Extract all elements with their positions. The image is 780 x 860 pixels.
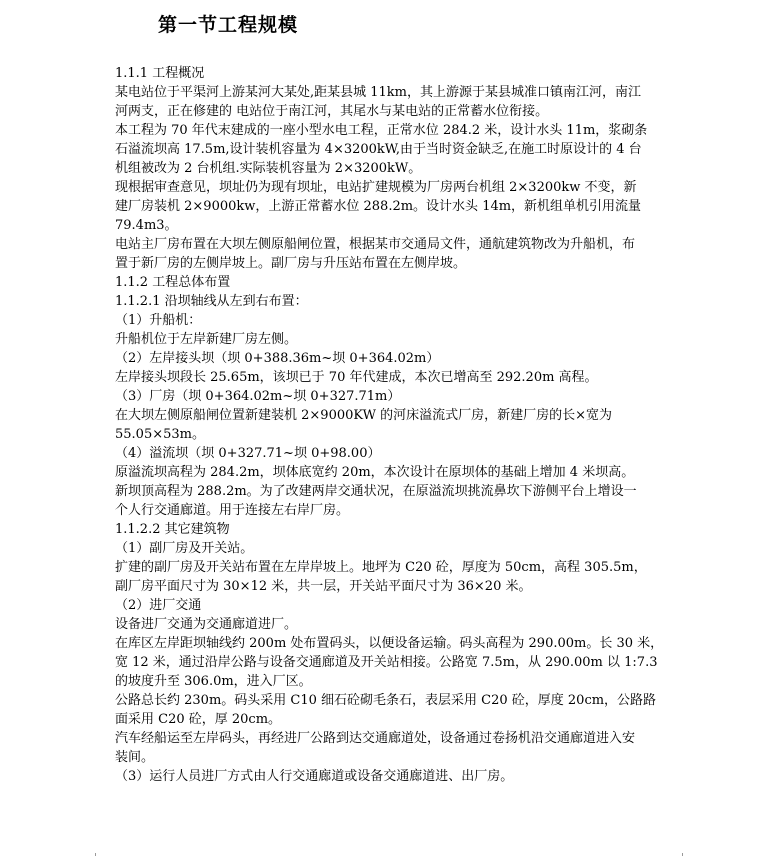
heading-1-1-2: 1.1.2 工程总体布置	[115, 275, 231, 290]
paragraph-line: 左岸接头坝段长 25.65m，该坝已于 70 年代建成，本次已增高至 292.20m 高程。	[115, 370, 598, 385]
list-item-heading: （3）厂房（坝 0+364.02m~坝 0+327.71m）	[115, 389, 401, 404]
crop-mark	[95, 853, 96, 856]
paragraph-line: 石溢流坝高 17.5m,设计装机容量为 4×3200kW,由于当时资金缺乏,在施工时原设计的 4 台	[115, 142, 642, 157]
paragraph-line: 置于新厂房的左侧岸坡上。副厂房与升压站布置在左侧岸坡。	[115, 256, 467, 271]
paragraph-line: 副厂房平面尺寸为 30×12 米，共一层，开关站平面尺寸为 36×20 米。	[115, 579, 532, 594]
paragraph-line: 原溢流坝高程为 284.2m，坝体底宽约 20m，本次设计在原坝体的基础上增加 4 米坝高。	[115, 465, 635, 480]
paragraph-line: 79.4m3。	[115, 218, 178, 233]
heading-1-1-1: 1.1.1 工程概况	[115, 66, 205, 81]
paragraph-line: 在大坝左侧原船闸位置新建装机 2×9000KW 的河床溢流式厂房，新建厂房的长×宽为	[115, 408, 613, 423]
list-item-heading: （3）运行人员进厂方式由人行交通廊道或设备交通廊道进、出厂房。	[115, 769, 514, 784]
list-item-heading: （1）副厂房及开关站。	[115, 541, 254, 556]
paragraph-line: 汽车经船运至左岸码头，再经进厂公路到达交通廊道处，设备通过卷扬机沿交通廊道进入安	[115, 731, 636, 746]
paragraph-line: 面采用 C20 砼，厚 20cm。	[115, 712, 282, 727]
paragraph-line: 河两支，正在修建的 电站位于南江河，其尾水与某电站的正常蓄水位衔接。	[115, 104, 549, 119]
paragraph-line: 的坡度升至 306.0m，进入厂区。	[115, 674, 312, 689]
paragraph-line: 建厂房装机 2×9000kw，上游正常蓄水位 288.2m。设计水头 14m，新机组单机引用流量	[115, 199, 642, 214]
list-item-heading: （2）左岸接头坝（坝 0+388.36m~坝 0+364.02m）	[115, 351, 440, 366]
section-title: 第一节工程规模	[158, 14, 299, 36]
paragraph-line: 某电站位于平渠河上游某河大某处,距某县城 11km，其上游源于某县城准口镇南江河，南江	[115, 85, 642, 100]
crop-mark	[682, 853, 683, 856]
paragraph-line: 55.05×53m。	[115, 427, 205, 442]
document-body	[115, 64, 675, 786]
heading-1-1-2-1: 1.1.2.1 沿坝轴线从左到右布置：	[115, 294, 308, 309]
paragraph-line: 设备进厂交通为交通廊道进厂。	[115, 617, 298, 632]
paragraph-line: 机组被改为 2 台机组.实际装机容量为 2×3200kW。	[115, 161, 422, 176]
paragraph-line: 在库区左岸距坝轴线约 200m 处布置码头，以便设备运输。码头高程为 290.00m。长 30 米，	[115, 636, 664, 651]
paragraph-line: 个人行交通廊道。用于连接左右岸厂房。	[115, 503, 350, 518]
list-item-heading: （4）溢流坝（坝 0+327.71~坝 0+98.00）	[115, 446, 381, 461]
paragraph-line: 装间。	[115, 750, 155, 765]
list-item-heading: （1）升船机：	[115, 313, 202, 328]
list-item-heading: （2）进厂交通	[115, 598, 202, 613]
paragraph-line: 升船机位于左岸新建厂房左侧。	[115, 332, 298, 347]
paragraph-line: 新坝顶高程为 288.2m。为了改建两岸交通状况，在原溢流坝挑流鼻坎下游侧平台上增设一	[115, 484, 637, 499]
paragraph-line: 电站主厂房布置在大坝左侧原船闸位置，根据某市交通局文件，通航建筑物改为升船机，布	[115, 237, 636, 252]
paragraph-line: 现根据审查意见，坝址仍为现有坝址，电站扩建规模为厂房两台机组 2×3200kw 不变，新	[115, 180, 637, 195]
paragraph-line: 本工程为 70 年代末建成的一座小型水电工程，正常水位 284.2 米，设计水头 11m，浆砌条	[115, 123, 648, 138]
paragraph-line: 扩建的副厂房及开关站布置在左岸岸坡上。地坪为 C20 砼，厚度为 50cm，高程 305.5m，	[115, 560, 647, 575]
heading-1-1-2-2: 1.1.2.2 其它建筑物	[115, 522, 230, 537]
paragraph-line: 宽 12 米，通过沿岸公路与设备交通廊道及开关站相接。公路宽 7.5m，从 290.00m 以 1:7.3	[115, 655, 658, 670]
paragraph-line: 公路总长约 230m。码头采用 C10 细石砼砌毛条石，表层采用 C20 砼，厚度 20cm，公路路	[115, 693, 657, 708]
